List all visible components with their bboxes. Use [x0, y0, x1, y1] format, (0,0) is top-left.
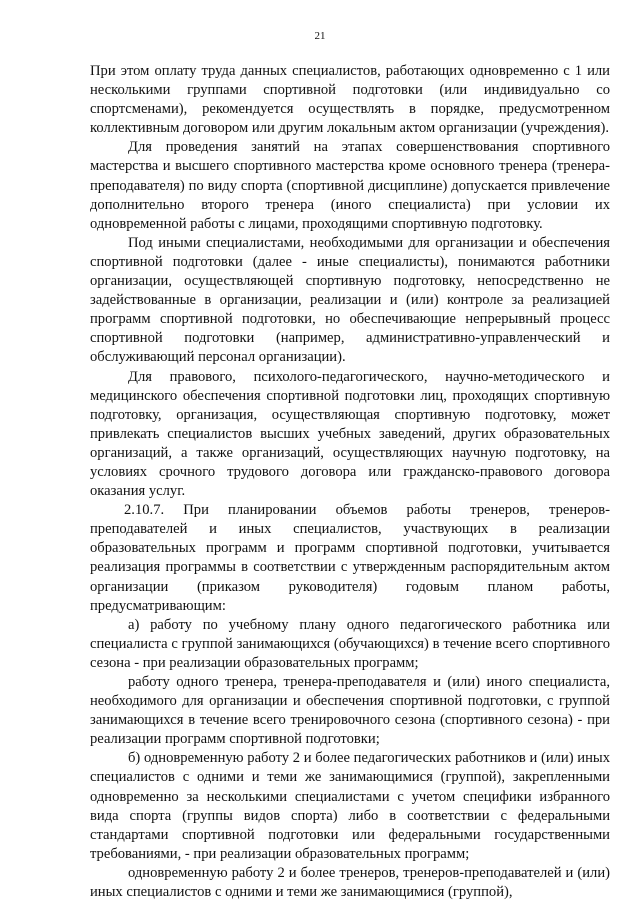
page-number: 21	[314, 30, 326, 42]
paragraph-item-b-continued: одновременную работу 2 и более тренеров, тренеров-преподавателей и (или) иных специалистов с одними и теми же занимающимися (группой),	[90, 864, 610, 901]
paragraph-item-b: б) одновременную работу 2 и более педагогических работников и (или) иных специалистов с одними и теми же занимающимися (группой), закрепленными одновременно за несколькими специалистами с учетом специфики избранного вида спорта (группы видов спорта) либо в соответствии с федеральными стандартами спортивной подготовки или федеральными государственными требованиями, - при реализации образовательных программ;	[90, 750, 610, 862]
paragraph-item-a-continued: работу одного тренера, тренера-преподавателя и (или) иного специалиста, необходимого для организации и обеспечения спортивной подготовки, с группой занимающихся в течение всего тренировочного сезона (спортивного сезона) - при реализации программ спортивной подготовки;	[90, 674, 610, 748]
paragraph-section-2-10-7: 2.10.7. При планировании объемов работы тренеров, тренеров-преподавателей и иных специалистов, участвующих в реализации образовательных программ и программ спортивной подготовки, учитывается реализация программы в соответствии с утвержденным распорядительным актом организации (приказом руководителя) годовым планом работы, предусматривающим:	[90, 502, 610, 614]
paragraph-item-a: а) работу по учебному плану одного педагогического работника или специалиста с группой занимающихся (обучающихся) в течение всего спортивного сезона - при реализации образовательных программ;	[90, 616, 610, 671]
paragraph-second-trainer: Для проведения занятий на этапах совершенствования спортивного мастерства и высшего спортивного мастерства кроме основного тренера (тренера-преподавателя) по виду спорта (спортивной дисциплине) допускается привлечение дополнительно второго тренера (иного специалиста) при условии их одновременной работы с лицами, проходящими спортивную подготовку.	[90, 139, 610, 232]
paragraph-other-specialists: Под иными специалистами, необходимыми для организации и обеспечения спортивной подготовки (далее - иные специалисты), понимаются работники организации, осуществляющей спортивную подготовку, непосредственно не задействованные в организации, реализации и (или) контроле за реализацией программ спортивной подготовки, но обеспечивающие непрерывный процесс спортивной подготовки (например, административно-управленческий и обслуживающий персонал организации).	[90, 234, 610, 366]
paragraph-legal-support: Для правового, психолого-педагогического, научно-методического и медицинского обеспечения спортивной подготовки лиц, проходящих спортивную подготовку, организация, осуществляющая спортивную подготовку, может привлекать специалистов высших учебных заведений, других образовательных организаций, а также организаций, осуществляющих научную подготовку, на условиях срочного трудового договора или гражданско-правового договора оказания услуг.	[90, 368, 610, 500]
paragraph-specialist-pay: При этом оплату труда данных специалистов, работающих одновременно с 1 или несколькими группами спортивной подготовки (или индивидуально со спортсменами), рекомендуется осуществлять в порядке, предусмотренном коллективным договором или другим локальным актом организации (учреждения).	[90, 63, 610, 137]
document-body	[90, 62, 610, 902]
